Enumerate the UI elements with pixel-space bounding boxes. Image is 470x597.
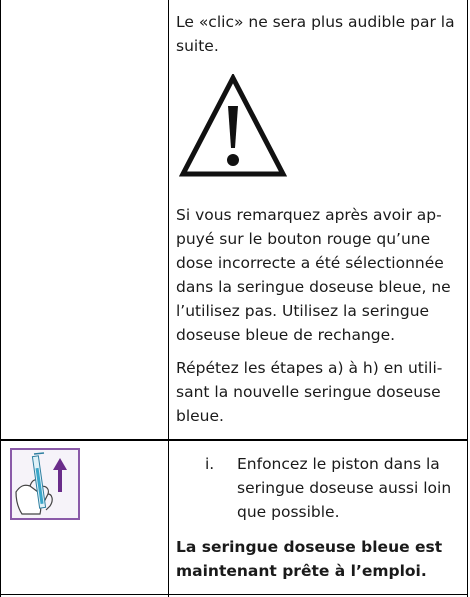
click-note-line-1: Le «clic» ne sera plus audible par la — [176, 13, 455, 31]
table-row-divider — [0, 439, 468, 441]
step-marker: i. — [205, 455, 215, 473]
warning-para-line-4: dans la seringue doseuse bleue, ne — [176, 278, 451, 296]
repeat-para-line-3: bleue. — [176, 407, 224, 425]
repeat-para-line-1: Répétez les étapes a) à h) en utili- — [176, 359, 443, 377]
click-note-line-2: suite. — [176, 37, 219, 55]
warning-para-line-6: doseuse bleue de rechange. — [176, 326, 396, 344]
table-border-right — [467, 0, 468, 597]
repeat-para-line-2: sant la nouvelle seringue doseuse — [176, 383, 441, 401]
warning-para-line-3: dose incorrecte a été sélectionnée — [176, 254, 444, 272]
warning-para-line-5: l’utilisez pas. Utilisez la seringue — [176, 302, 430, 320]
warning-para-line-1: Si vous remarquez après avoir ap- — [176, 206, 442, 224]
step-line-1: Enfoncez le piston dans la — [237, 455, 440, 473]
table-border-left — [0, 0, 1, 597]
ready-line-2: maintenant prête à l’emploi. — [176, 562, 427, 580]
table-border-divider — [168, 0, 169, 597]
step-line-2: seringue doseuse aussi loin — [237, 479, 452, 497]
step-line-3: que possible. — [237, 503, 340, 521]
push-plunger-illustration — [10, 448, 80, 520]
warning-triangle-icon — [179, 74, 287, 178]
table-border-bottom — [0, 594, 468, 595]
warning-para-line-2: puyé sur le bouton rouge qu’une — [176, 230, 431, 248]
ready-line-1: La seringue doseuse bleue est — [176, 538, 443, 556]
